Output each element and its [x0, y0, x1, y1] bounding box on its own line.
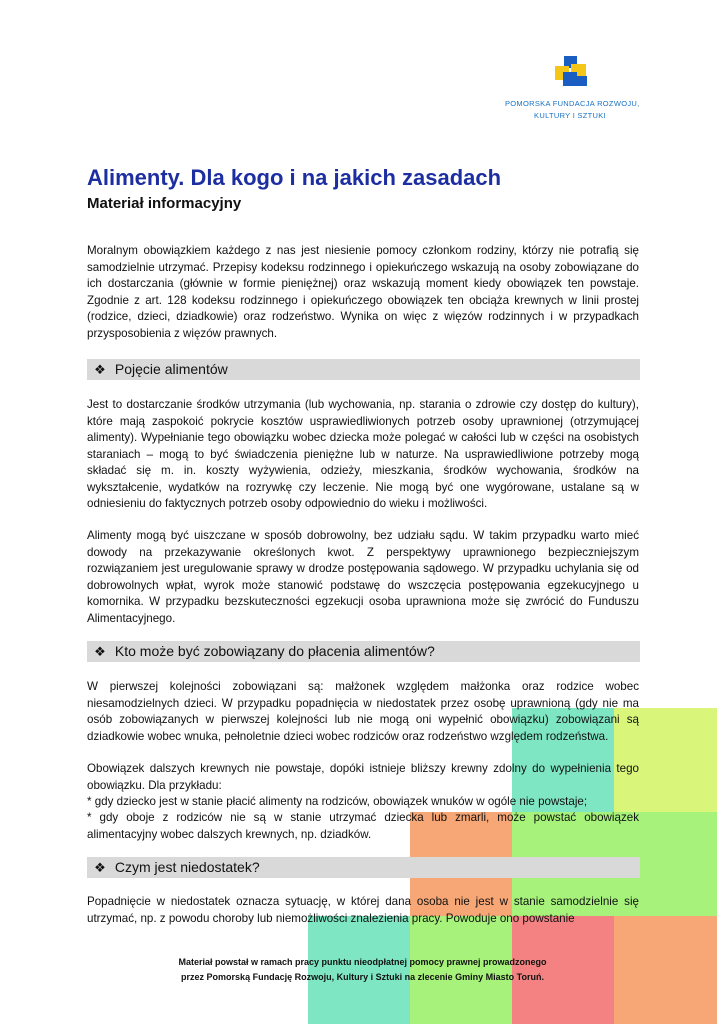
page-footer — [120, 955, 605, 984]
intro-paragraph: Moralnym obowiązkiem każdego z nas jest niesienie pomocy członkom rodziny, którzy nie potrafią się samodzielnie utrzymać. Przepisy kodeksu rodzinnego i opiekuńczego wskazują na osoby zobowiązane do ich dostarczania (głównie w formie pieniężnej) oraz wskazują moment kiedy obowiązek ten powstaje. Zgodnie z art. 128 kodeksu rodzinnego i opiekuńczego obowiązek ten obciąża krewnych w linii prostej (rodzice, dzieci, dziadkowie) oraz rodzeństwo. Wynika on więc z więzów rodzinnych i w przypadkach przysposobienia z więzów prawnych. — [87, 244, 639, 340]
page-subtitle: Materiał informacyjny — [87, 195, 242, 212]
section1-paragraph-1: Jest to dostarczanie środków utrzymania (lub wychowania, np. starania o zdrowie czy dostęp do kultury), które mają zaspokoić pokrycie kosztów usprawiedliwionych potrzeb osoby uprawnionej (otrzymującej alimenty). Wypełnianie tego obowiązku wobec dziecka może polegać w całości lub w części na osobistych staraniach – mogą to być świadczenia pieniężne lub w naturze. Na usprawiedliwione potrzeby mogą składać się m. in. koszty wyżywienia, odzieży, mieszkania, środków wychowania, środków na wykształcenie, wydatków na rozrywkę czy leczenie. Nie mogą być one wygórowane, ustalane są w odniesieniu do faktycznych potrzeb osoby odpowiednio do wieku i możliwości. — [87, 398, 639, 510]
footer-line-1: Materiał powstał w ramach pracy punktu nieodpłatnej pomocy prawnej prowadzonego — [178, 957, 547, 967]
section3-paragraph-1: Popadnięcie w niedostatek oznacza sytuację, w której dana osoba nie jest w stanie samodzielnie się utrzymać, np. z powodu choroby lub niemożliwości znalezienia pracy. Powoduje ono powstanie — [87, 895, 639, 925]
section-heading-text: Kto może być zobowiązany do płacenia alimentów? — [114, 643, 435, 659]
section2-paragraph-2: Obowiązek dalszych krewnych nie powstaje, dopóki istnieje bliższy krewny zdolny do wypełnienia tego obowiązku. Dla przykładu: — [87, 762, 639, 792]
section-heading-text: Czym jest niedostatek? — [114, 859, 260, 875]
foundation-logo — [505, 52, 640, 132]
section2-bullet-2: * gdy oboje z rodziców nie są w stanie utrzymać dziecka lub zmarli, może powstać obowiązek alimentacyjny wobec dalszych krewnych, np. dziadków. — [87, 811, 639, 841]
page-title: Alimenty. Dla kogo i na jakich zasadach — [87, 165, 502, 190]
decor-block-orange-2 — [614, 916, 717, 1024]
section-heading-hardship — [87, 857, 640, 878]
section-heading-who-pays — [87, 641, 640, 662]
logo-text — [505, 98, 640, 122]
section2-bullet-1: * gdy dziecko jest w stanie płacić alimenty na rodziców, obowiązek wnuków w ogóle nie powstaje; — [87, 795, 588, 808]
section1-paragraph-2: Alimenty mogą być uiszczane w sposób dobrowolny, bez udziału sądu. W takim przypadku warto mieć dowody na przekazywanie określonych kwot. Z perspektywy uprawnionego bezpieczniejszym rozwiązaniem jest uregulowanie sprawy w drodze postępowania sądowego. W przypadku uchylania się od dobrowolnych wpłat, wyrok może stanowić podstawę do wszczęcia postępowania egzekucyjnego u komornika. W przypadku bezskuteczności egzekucji osoba uprawniona może się zwrócić do Funduszu Alimentacyjnego. — [87, 529, 639, 625]
section-heading-definition — [87, 359, 640, 380]
diamond-bullet-icon: ❖ — [94, 362, 106, 377]
section2-paragraph-1: W pierwszej kolejności zobowiązani są: małżonek względem małżonka oraz rodzice wobec niesamodzielnych dzieci. W przypadku popadnięcia w niedostatek przez osobę uprawnioną (gdy nie ma osób zobowiązanych w pierwszej kolejności lub nie mogą oni wypełnić obowiązku) zobowiązani są dziadkowie wobec wnuka, pełnoletnie dzieci wobec rodziców oraz rodzeństwo względem rodzeństwa. — [87, 680, 639, 743]
logo-line-2: KULTURY I SZTUKI — [534, 111, 606, 120]
diamond-bullet-icon: ❖ — [94, 644, 106, 659]
diamond-bullet-icon: ❖ — [94, 860, 106, 875]
section-heading-text: Pojęcie alimentów — [114, 361, 228, 377]
footer-line-2: przez Pomorską Fundację Rozwoju, Kultury i Sztuki na zlecenie Gminy Miasto Toruń. — [181, 971, 544, 982]
logo-line-1: POMORSKA FUNDACJA ROZWOJU, — [505, 99, 640, 108]
logo-mark-icon — [551, 56, 591, 90]
